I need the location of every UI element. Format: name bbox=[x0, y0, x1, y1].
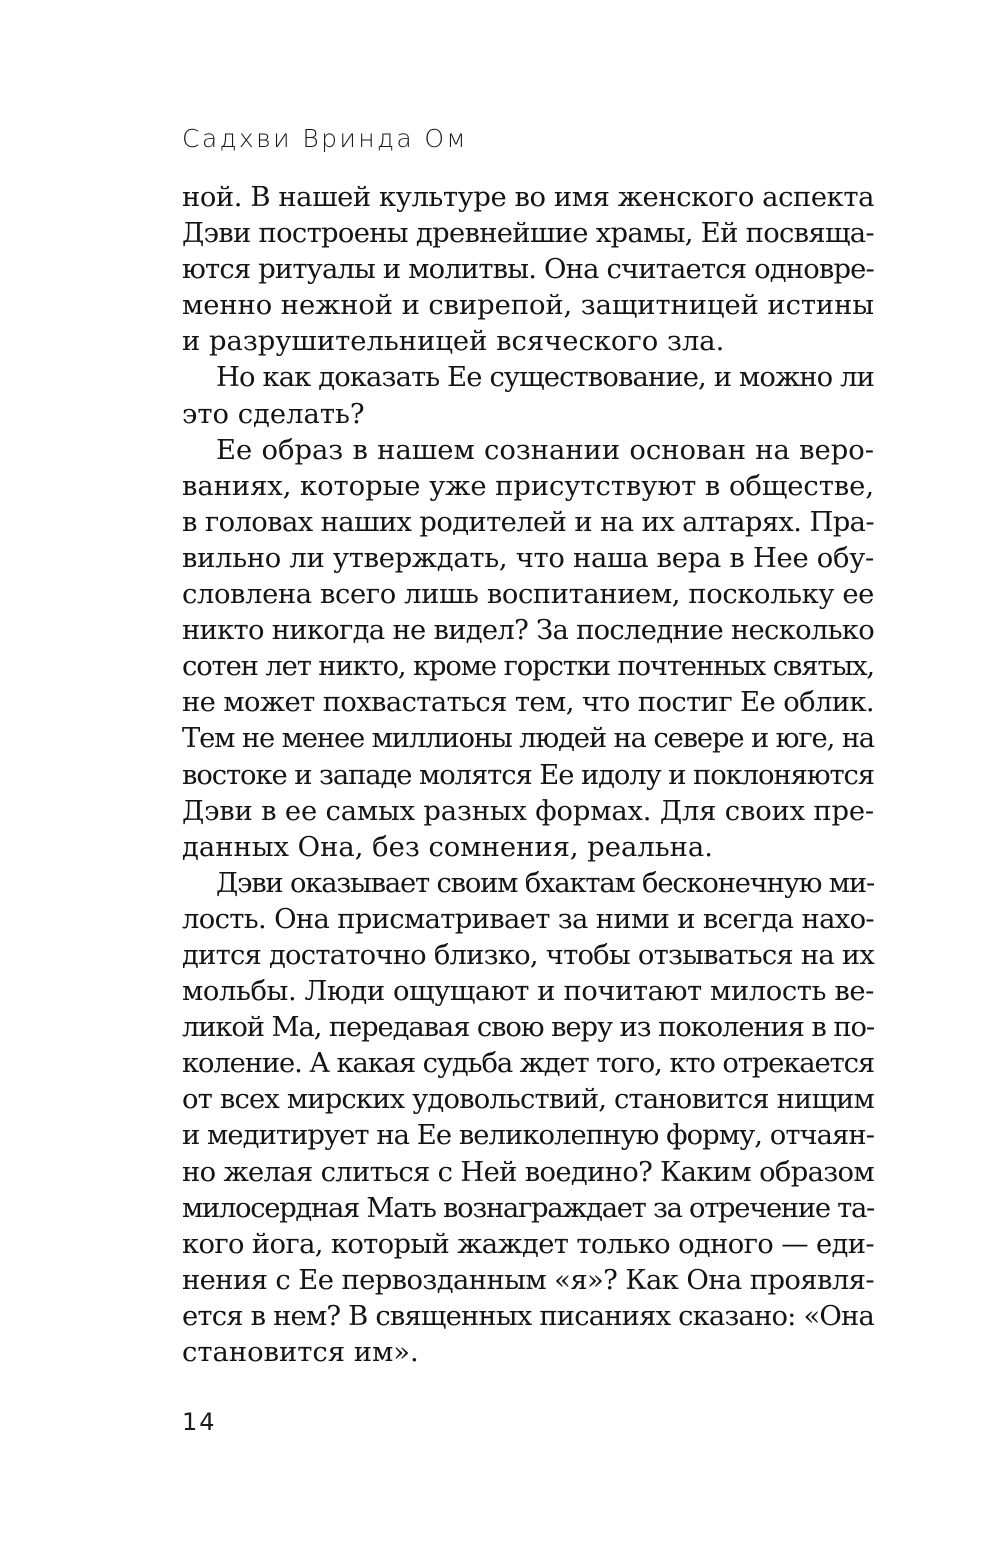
paragraph bbox=[182, 360, 874, 432]
text-line: ваниях, которые уже присутствуют в обществе, bbox=[182, 470, 874, 502]
text-line: нения с Ее первозданным «я»? Как Она проявля- bbox=[182, 1264, 874, 1296]
text-line: коление. А какая судьба ждет того, кто отрекается bbox=[182, 1048, 874, 1080]
running-head: Садхви Вринда Ом bbox=[182, 124, 468, 153]
text-line: и разрушительницей всяческого зла. bbox=[182, 326, 725, 358]
text-line: сотен лет никто, кроме горстки почтенных святых, bbox=[182, 651, 874, 683]
text-line: Тем не менее миллионы людей на севере и юге, на bbox=[182, 723, 874, 755]
text-line: дится достаточно близко, чтобы отзываться на их bbox=[182, 939, 874, 971]
text-line: словлена всего лишь воспитанием, поскольку ее bbox=[182, 579, 874, 611]
text-line: и медитирует на Ее великолепную форму, отчаян- bbox=[182, 1120, 874, 1152]
text-line: это сделать? bbox=[182, 398, 365, 430]
text-line: становится им». bbox=[182, 1337, 419, 1368]
text-line: востоке и западе молятся Ее идолу и поклоняются bbox=[182, 759, 874, 791]
text-line: не может похвастаться тем, что постиг Ее облик. bbox=[182, 687, 874, 719]
text-line: но желая слиться с Ней воедино? Каким образом bbox=[182, 1156, 874, 1188]
text-line: лость. Она присматривает за ними и всегда нахо- bbox=[182, 903, 874, 935]
text-line: в головах наших родителей и на их алтарях. Пра- bbox=[182, 506, 874, 538]
paragraph bbox=[182, 433, 874, 866]
text-line: ликой Ма, передавая свою веру из поколения в по- bbox=[182, 1012, 874, 1044]
text-line: ются ритуалы и молитвы. Она считается одновре- bbox=[182, 254, 874, 286]
text-line: от всех мирских удовольствий, становится нищим bbox=[182, 1084, 874, 1116]
text-line: Дэви в ее самых разных формах. Для своих пре- bbox=[182, 795, 874, 827]
text-line: мольбы. Люди ощущают и почитают милость ве- bbox=[182, 976, 874, 1008]
text-line: Дэви построены древнейшие храмы, Ей посвяща- bbox=[182, 218, 874, 250]
paragraph bbox=[182, 180, 874, 360]
text-line: менно нежной и свирепой, защитницей истины bbox=[182, 290, 874, 322]
text-line: ется в нем? В священных писаниях сказано: «Она bbox=[182, 1300, 874, 1332]
text-line: милосердная Мать вознаграждает за отречение та- bbox=[182, 1192, 874, 1224]
text-line: данных Она, без сомнения, реальна. bbox=[182, 831, 713, 863]
text-line: Но как доказать Ее существование, и можно ли bbox=[216, 362, 874, 394]
text-line: Ее образ в нашем сознании основан на веро- bbox=[216, 434, 874, 466]
page-number: 14 bbox=[182, 1408, 217, 1436]
paragraph bbox=[182, 866, 874, 1371]
text-line: ной. В нашей культуре во имя женского аспекта bbox=[182, 182, 874, 213]
text-line: Дэви оказывает своим бхактам бесконечную ми- bbox=[216, 867, 875, 899]
text-line: никто никогда не видел? За последние несколько bbox=[182, 615, 874, 647]
body-text bbox=[182, 180, 874, 1371]
text-line: кого йога, который жаждет только одного — еди- bbox=[182, 1228, 874, 1260]
text-line: вильно ли утверждать, что наша вера в Нее обу- bbox=[182, 542, 874, 574]
